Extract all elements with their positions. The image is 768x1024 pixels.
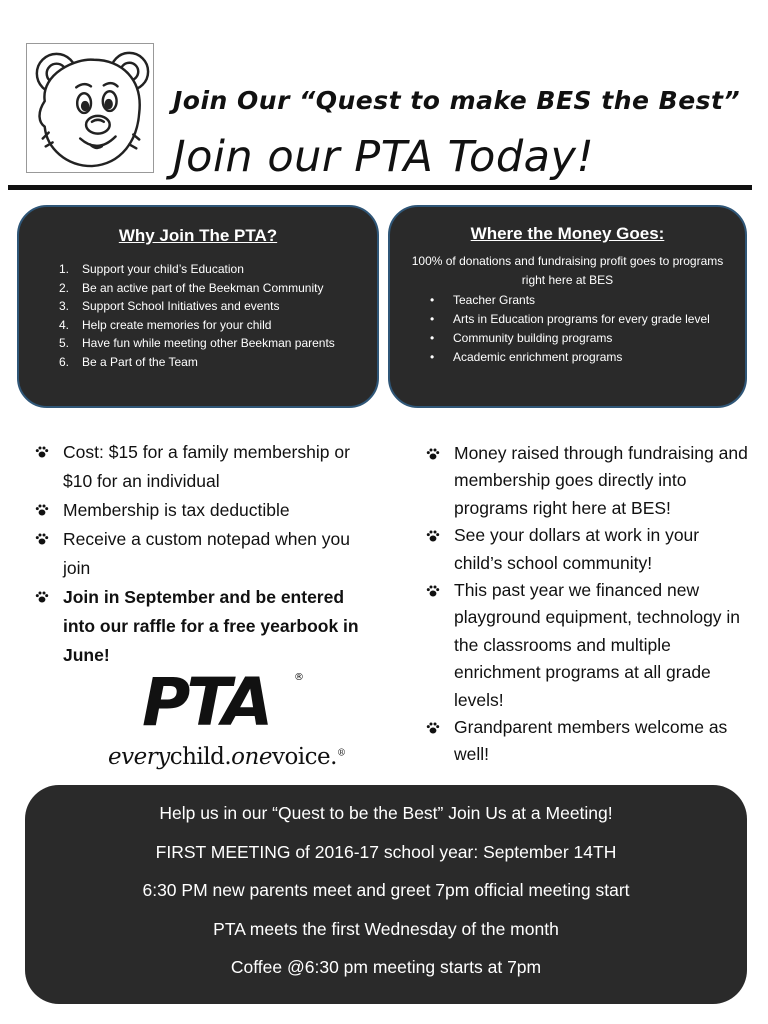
bear-face-icon [27, 44, 153, 172]
list-item: • Academic enrichment programs [390, 348, 745, 367]
list-item: 2. Be an active part of the Beekman Community [59, 280, 324, 295]
money-goes-list [390, 291, 745, 367]
pta-logo [108, 664, 358, 780]
paw-print-icon [426, 447, 440, 461]
bear-mascot-logo [26, 43, 154, 173]
first-meeting-date: FIRST MEETING of 2016-17 school year: September 14TH [155, 841, 617, 862]
pta-wordmark: PTA [142, 664, 270, 741]
membership-points [33, 438, 373, 670]
registered-mark: ® [294, 672, 304, 683]
meeting-invite: Help us in our “Quest to be the Best” Join Us at a Meeting! [159, 803, 613, 823]
why-join-panel [17, 205, 379, 408]
list-item: Receive a custom notepad when you join [33, 525, 373, 583]
list-item: This past year we financed new playground equipment, technology in the classrooms and multiple enrichment programs at all grade levels! [424, 577, 749, 714]
list-item: Grandparent members welcome as well! [424, 714, 749, 769]
meeting-info-panel [25, 785, 747, 1004]
meeting-schedule: PTA meets the first Wednesday of the month [213, 918, 559, 939]
paw-print-icon [35, 532, 49, 546]
paw-print-icon [426, 584, 440, 598]
list-item: • Teacher Grants [390, 291, 745, 310]
list-item: • Arts in Education programs for every grade level [390, 310, 745, 329]
why-join-list [19, 260, 377, 372]
list-item: Join in September and be entered into our raffle for a free yearbook in June! [33, 583, 373, 670]
list-item: 3. Support School Initiatives and events [59, 299, 280, 314]
list-item: Cost: $15 for a family membership or $10 for an individual [33, 438, 373, 496]
list-item: 5. Have fun while meeting other Beekman parents [59, 336, 335, 351]
list-item: 1. Support your child’s Education [59, 262, 244, 276]
funding-points [424, 440, 749, 769]
header-divider [8, 185, 752, 190]
paw-print-icon [426, 529, 440, 543]
list-item: 6. Be a Part of the Team [59, 354, 198, 369]
paw-print-icon [426, 721, 440, 735]
money-goes-intro: 100% of donations and fundraising profit goes to programs right here at BES [411, 254, 724, 287]
list-item: See your dollars at work in your child’s school community! [424, 522, 749, 577]
paw-print-icon [35, 503, 49, 517]
pta-tagline: everychild.onevoice.® [108, 744, 346, 770]
money-goes-panel [388, 205, 747, 408]
paw-print-icon [35, 445, 49, 459]
meeting-times: 6:30 PM new parents meet and greet 7pm official meeting start [142, 880, 630, 900]
list-item: Money raised through fundraising and membership goes directly into programs right here at BES! [424, 440, 749, 522]
list-item: • Community building programs [390, 329, 745, 348]
why-join-title: Why Join The PTA? [118, 226, 278, 245]
page-title: Join our PTA Today! [173, 132, 595, 182]
paw-print-icon [35, 590, 49, 604]
header-subtitle: Join Our “Quest to make BES the Best” [173, 86, 741, 115]
coffee-note: Coffee @6:30 pm meeting starts at 7pm [230, 957, 542, 977]
list-item: 4. Help create memories for your child [59, 317, 272, 332]
money-goes-title: Where the Money Goes: [470, 224, 665, 243]
list-item: Membership is tax deductible [33, 496, 373, 525]
